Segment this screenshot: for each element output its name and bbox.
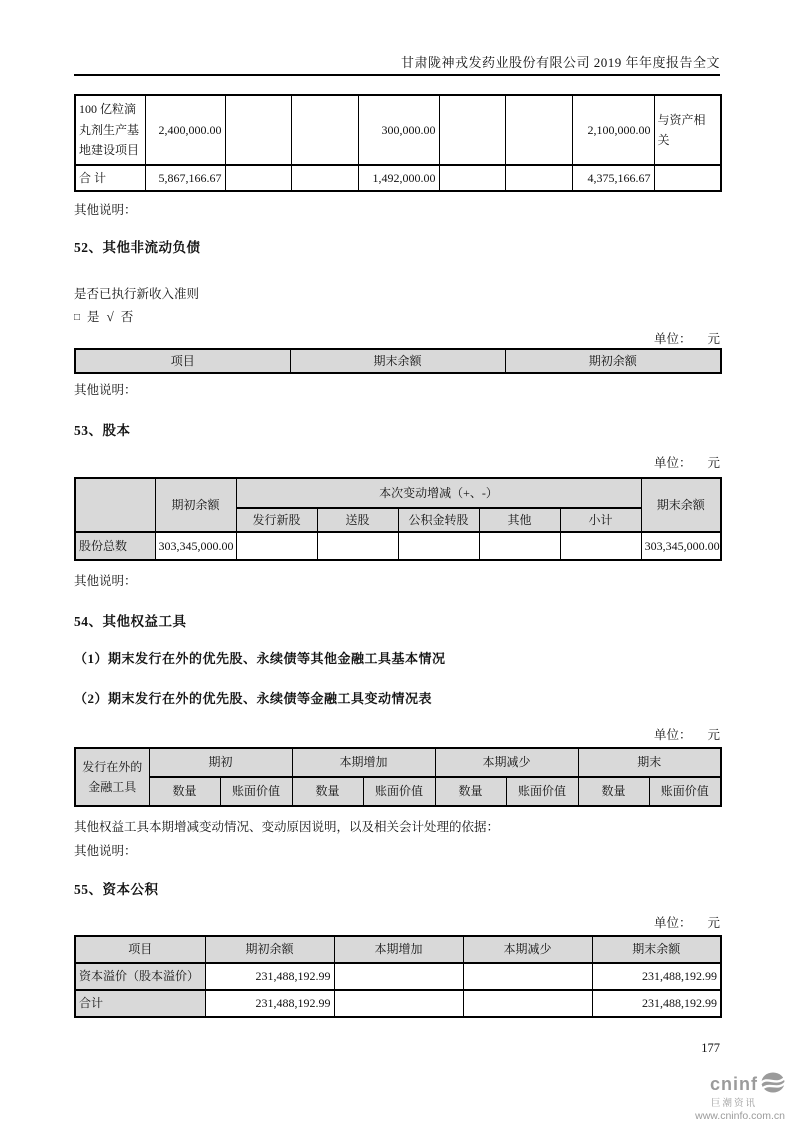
check-icon: √ bbox=[106, 309, 114, 324]
table-cell: 300,000.00 bbox=[358, 95, 439, 165]
unit-value: 元 bbox=[707, 332, 720, 346]
table-header-cell: 数量 bbox=[578, 777, 649, 806]
table-cell bbox=[439, 165, 505, 191]
table-header-cell: 账面价值 bbox=[649, 777, 721, 806]
table-cell: 4,375,166.67 bbox=[572, 165, 654, 191]
table-cell: 资本溢价（股本溢价） bbox=[75, 963, 205, 990]
checkbox-icon: □ bbox=[74, 312, 81, 323]
table-cell bbox=[463, 990, 592, 1017]
table-header-row bbox=[75, 936, 721, 963]
table-cell: 2,100,000.00 bbox=[572, 95, 654, 165]
page-number: 177 bbox=[701, 1041, 720, 1055]
no-label: 否 bbox=[120, 310, 134, 324]
table-header-cell: 本期增加 bbox=[334, 936, 463, 963]
table-header-cell: 期初余额 bbox=[505, 349, 721, 373]
table-header-cell: 账面价值 bbox=[363, 777, 435, 806]
table-cell bbox=[463, 963, 592, 990]
table-header-cell: 本期减少 bbox=[435, 748, 578, 777]
logo-row bbox=[695, 1072, 785, 1098]
other-note: 其他说明： bbox=[74, 383, 137, 397]
section-52-heading: 52、其他非流动负债 bbox=[74, 240, 201, 255]
table-header-cell: 本期减少 bbox=[463, 936, 592, 963]
unit-row bbox=[74, 913, 720, 931]
table-header-cell: 账面价值 bbox=[506, 777, 578, 806]
unit-value: 元 bbox=[707, 456, 720, 470]
table-cell: 合 计 bbox=[75, 165, 145, 191]
instrument-label-line1: 发行在外的 bbox=[82, 759, 143, 774]
table-header-row bbox=[75, 748, 721, 777]
table-cell bbox=[334, 963, 463, 990]
cninfo-url: www.cninfo.com.cn bbox=[695, 1110, 785, 1122]
table-header-cell bbox=[75, 748, 149, 806]
cninfo-logo bbox=[695, 1072, 785, 1122]
table-cell: 231,488,192.99 bbox=[592, 963, 721, 990]
table-header-cell: 账面价值 bbox=[220, 777, 292, 806]
table-header-row bbox=[75, 777, 721, 806]
table-header-cell: 公积金转股 bbox=[398, 508, 479, 532]
cninfo-swirl-icon bbox=[761, 1072, 785, 1098]
table-cell bbox=[505, 165, 572, 191]
table-header-cell: 数量 bbox=[149, 777, 220, 806]
new-revenue-standard-question: 是否已执行新收入准则 bbox=[74, 287, 200, 301]
table-header-cell: 期末余额 bbox=[641, 478, 721, 532]
table-cell: 股份总数 bbox=[75, 532, 155, 560]
yes-label: 是 bbox=[87, 310, 100, 324]
table-header-cell: 项目 bbox=[75, 936, 205, 963]
table-header-cell: 期初 bbox=[149, 748, 292, 777]
table-cell: 231,488,192.99 bbox=[205, 990, 334, 1017]
table-row bbox=[75, 532, 721, 560]
table-cell: 5,867,166.67 bbox=[145, 165, 225, 191]
table-cell: 231,488,192.99 bbox=[592, 990, 721, 1017]
cninfo-brand-text: cninf bbox=[710, 1073, 758, 1094]
table-row bbox=[75, 165, 721, 191]
section-55-heading: 55、资本公积 bbox=[74, 882, 159, 897]
section-54-sub1: （1）期末发行在外的优先股、永续债等其他金融工具基本情况 bbox=[74, 651, 446, 666]
table-header-cell: 数量 bbox=[292, 777, 363, 806]
table-header-cell: 期初余额 bbox=[205, 936, 334, 963]
table-cell bbox=[225, 165, 291, 191]
unit-row bbox=[74, 329, 720, 347]
table-header-cell: 本次变动增减（+、-） bbox=[236, 478, 641, 508]
table-row bbox=[75, 95, 721, 165]
unit-label: 单位： bbox=[653, 916, 692, 930]
table-cell: 1,492,000.00 bbox=[358, 165, 439, 191]
table-cell bbox=[236, 532, 317, 560]
table-cell: 与资产相关 bbox=[654, 95, 721, 165]
table-row bbox=[75, 963, 721, 990]
table-header-cell bbox=[75, 478, 155, 532]
table-cell: 合计 bbox=[75, 990, 205, 1017]
table-header-cell: 项目 bbox=[75, 349, 290, 373]
table-header-cell: 发行新股 bbox=[236, 508, 317, 532]
other-note: 其他说明： bbox=[74, 844, 137, 858]
deferred-income-table bbox=[74, 94, 722, 192]
table-cell bbox=[439, 95, 505, 165]
cninfo-chinese-name: 巨潮资讯 bbox=[710, 1098, 757, 1109]
unit-label: 单位： bbox=[653, 332, 692, 346]
unit-value: 元 bbox=[707, 728, 720, 742]
table-cell: 303,345,000.00 bbox=[155, 532, 236, 560]
table-header-cell: 本期增加 bbox=[292, 748, 435, 777]
table-cell bbox=[225, 95, 291, 165]
table-cell bbox=[479, 532, 560, 560]
table-cell bbox=[291, 95, 358, 165]
section-53-heading: 53、股本 bbox=[74, 423, 131, 438]
share-capital-table bbox=[74, 477, 722, 561]
section-54-heading: 54、其他权益工具 bbox=[74, 614, 187, 629]
capital-reserve-table bbox=[74, 935, 722, 1018]
table-header-cell: 期初余额 bbox=[155, 478, 236, 532]
table-row bbox=[75, 990, 721, 1017]
header-rule bbox=[74, 74, 720, 76]
table-cell bbox=[505, 95, 572, 165]
table-cell bbox=[334, 990, 463, 1017]
table-cell bbox=[398, 532, 479, 560]
table-cell: 231,488,192.99 bbox=[205, 963, 334, 990]
table-cell bbox=[291, 165, 358, 191]
table-header-cell: 期末 bbox=[578, 748, 721, 777]
table-header-cell: 小计 bbox=[560, 508, 641, 532]
table-header-cell: 其他 bbox=[479, 508, 560, 532]
table-header-row bbox=[75, 478, 721, 508]
instrument-label-line2: 金融工具 bbox=[88, 780, 137, 794]
table-header-cell: 期末余额 bbox=[592, 936, 721, 963]
section-54-sub2: （2）期末发行在外的优先股、永续债等金融工具变动情况表 bbox=[74, 691, 433, 706]
unit-value: 元 bbox=[707, 916, 720, 930]
other-noncurrent-liabilities-table bbox=[74, 348, 722, 374]
other-note: 其他说明： bbox=[74, 203, 137, 217]
table-cell bbox=[560, 532, 641, 560]
table-header-cell: 期末余额 bbox=[290, 349, 505, 373]
table-header-cell: 数量 bbox=[435, 777, 506, 806]
table-cell: 2,400,000.00 bbox=[145, 95, 225, 165]
unit-row bbox=[74, 725, 720, 743]
unit-label: 单位： bbox=[653, 728, 692, 742]
table-cell: 303,345,000.00 bbox=[641, 532, 721, 560]
change-explanation-note: 其他权益工具本期增减变动情况、变动原因说明，以及相关会计处理的依据： bbox=[74, 820, 500, 834]
table-header-row bbox=[75, 349, 721, 373]
table-cell: 100 亿粒滴丸剂生产基地建设项目 bbox=[75, 95, 145, 165]
other-note: 其他说明： bbox=[74, 574, 137, 588]
table-cell bbox=[654, 165, 721, 191]
yes-no-answer bbox=[74, 307, 720, 325]
table-cell bbox=[317, 532, 398, 560]
table-header-cell: 送股 bbox=[317, 508, 398, 532]
financial-instruments-table bbox=[74, 747, 722, 807]
unit-row bbox=[74, 453, 720, 471]
page-header-title: 甘肃陇神戎发药业股份有限公司 2019 年年度报告全文 bbox=[400, 55, 720, 70]
unit-label: 单位： bbox=[653, 456, 692, 470]
